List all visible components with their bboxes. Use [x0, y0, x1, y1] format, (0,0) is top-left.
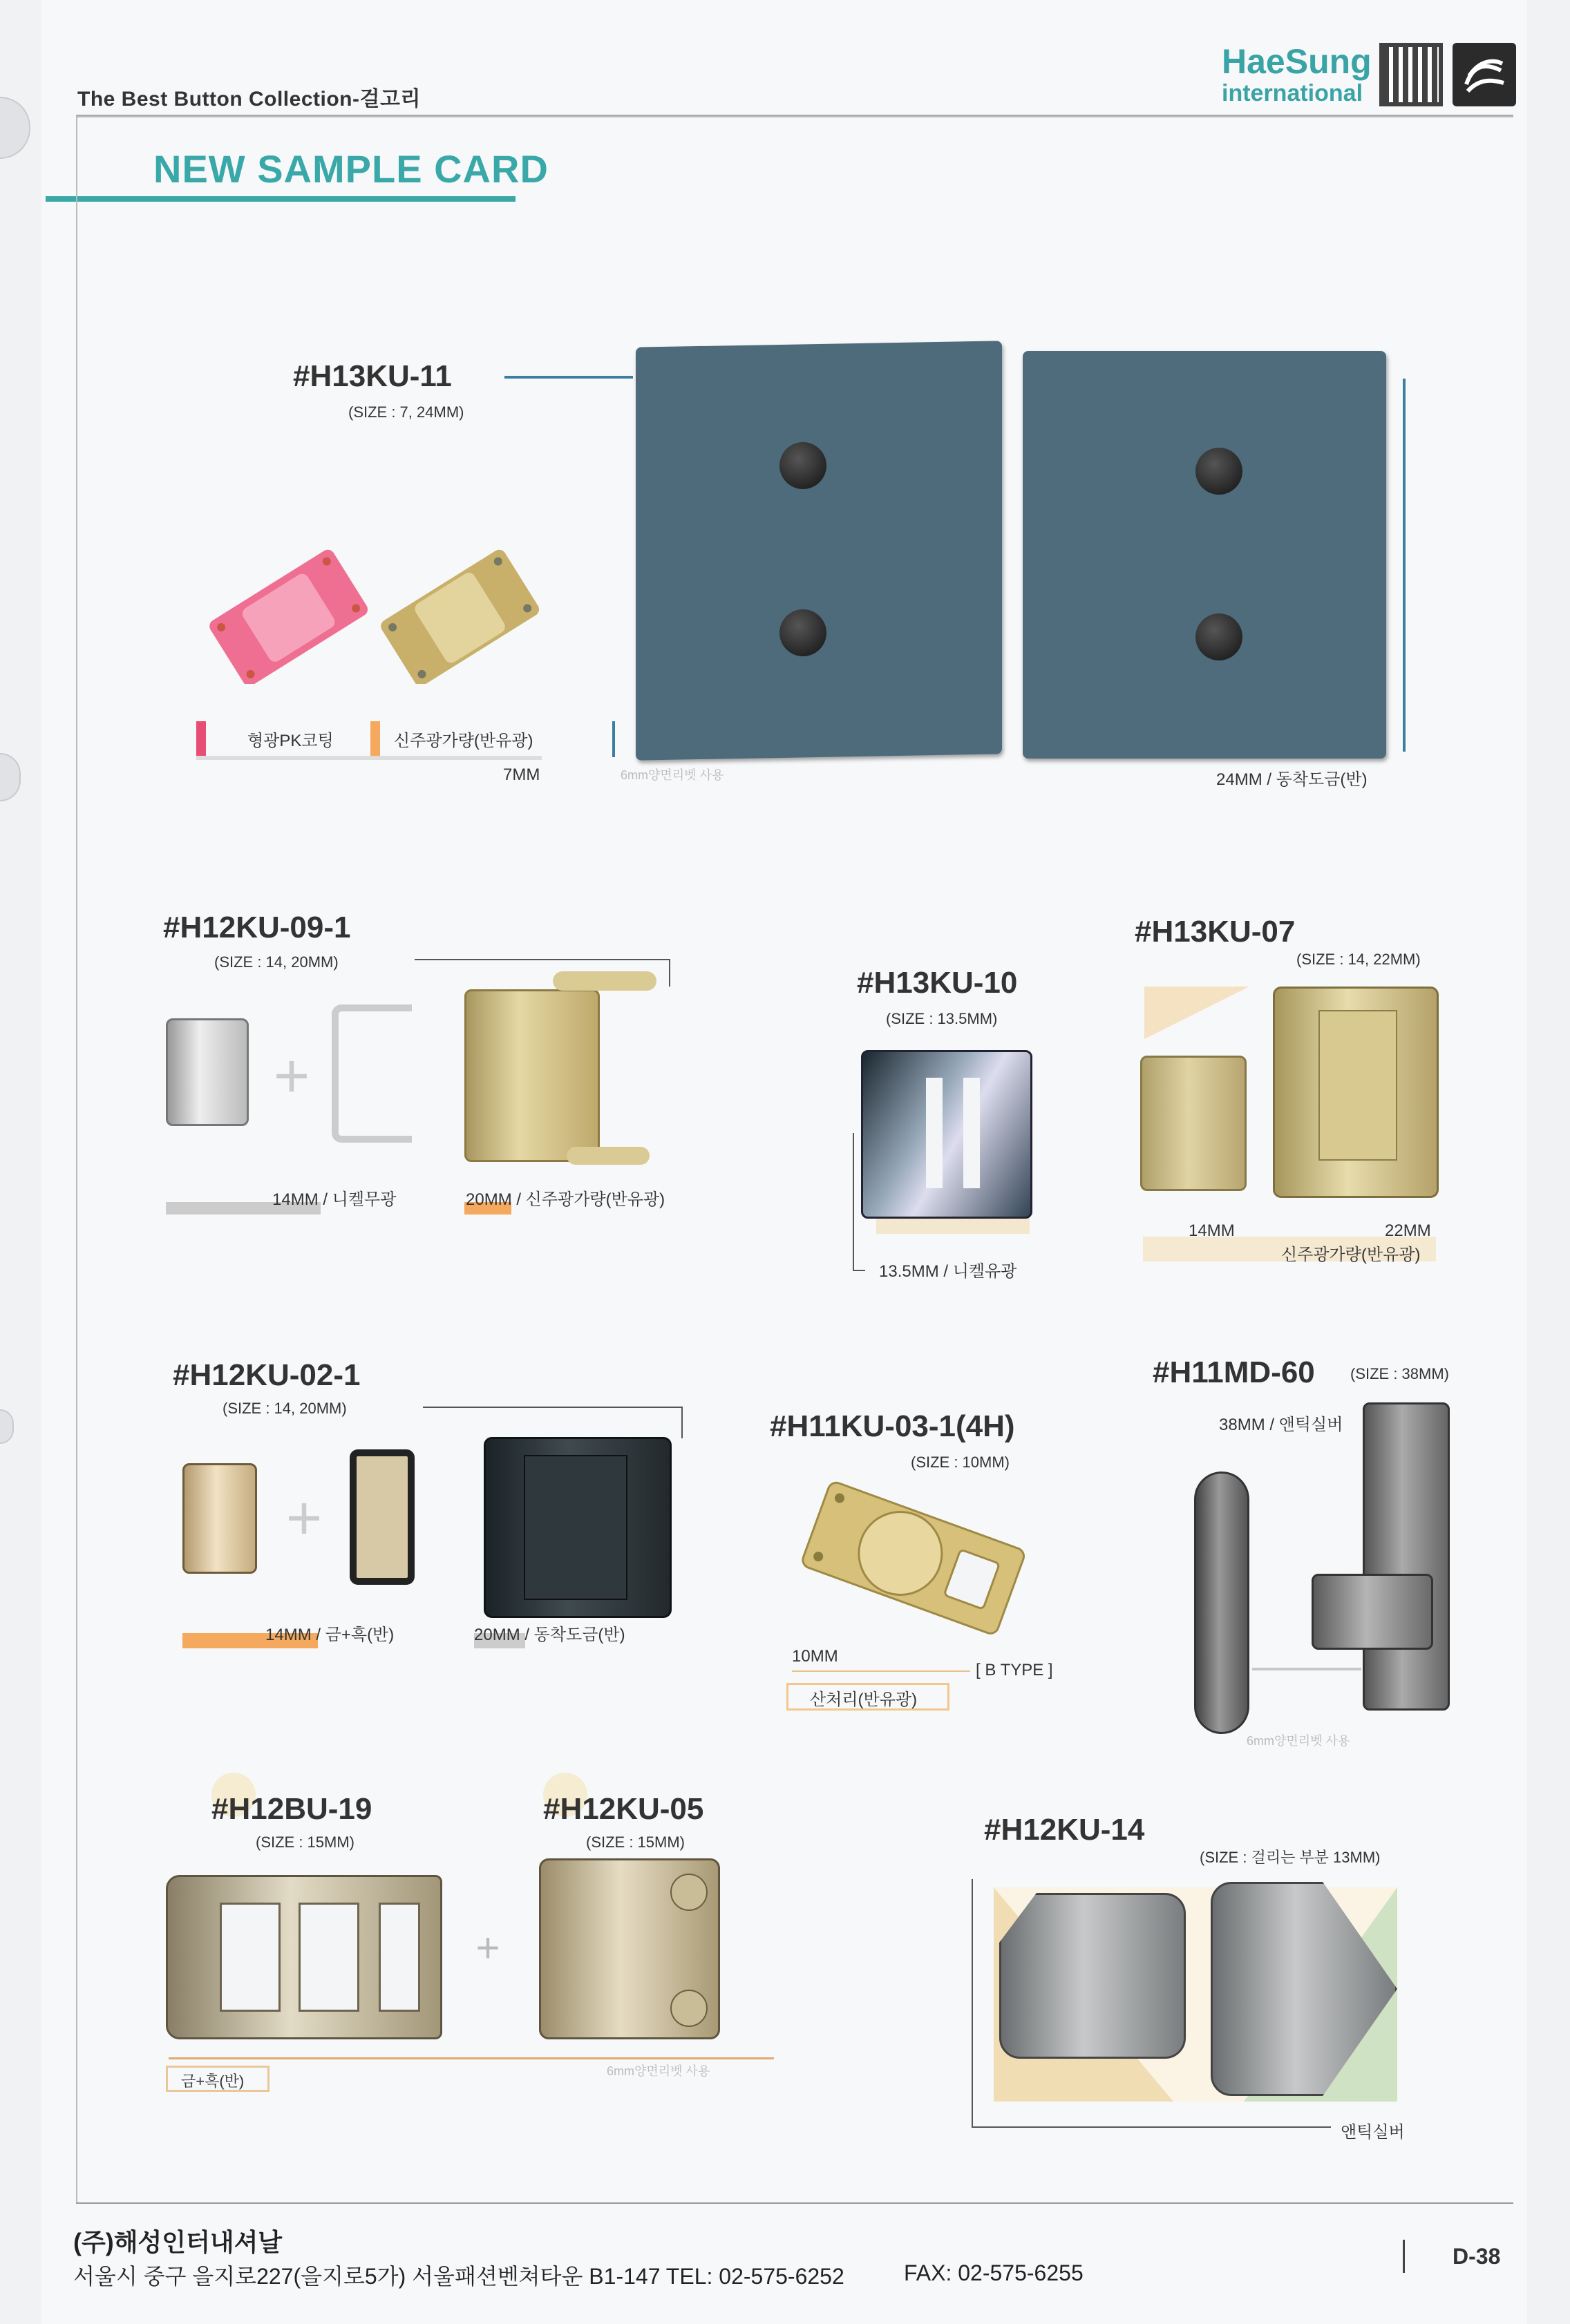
binder-hole	[0, 753, 21, 801]
brand-logo-icon	[1453, 43, 1516, 106]
product-size-h13ku11: (SIZE : 7, 24MM)	[348, 403, 464, 421]
leader-line	[1403, 379, 1406, 752]
product-size-h13ku10: (SIZE : 13.5MM)	[886, 1010, 998, 1027]
leather-swatch-left	[636, 341, 1002, 760]
rivet	[779, 442, 826, 489]
orange-color-bar	[370, 721, 380, 756]
caption-h12ku021-14: 14MM / 금+흑(반)	[265, 1626, 395, 1644]
caption-h13ku07-finish: 신주광가량(반유광)	[1281, 1246, 1421, 1264]
nickel-slider-14mm	[166, 1018, 249, 1126]
rivet	[779, 609, 826, 656]
rivet	[1195, 448, 1242, 495]
caption-rule	[169, 2057, 774, 2059]
caption-7mm: 7MM	[503, 765, 540, 784]
product-code-h13ku11: #H13KU-11	[293, 359, 452, 393]
gold-black-hook	[350, 1449, 415, 1585]
pink-color-bar	[196, 721, 206, 756]
antique-plate	[1363, 1402, 1450, 1711]
product-code-h12ku14: #H12KU-14	[984, 1813, 1145, 1847]
caption-h12ku091-20: 20MM / 신주광가량(반유광)	[466, 1190, 665, 1209]
company-name: (주)해성인터내셔날	[73, 2228, 283, 2256]
caption-h11ku031-10: 10MM	[792, 1647, 838, 1666]
product-size-h11ku031: (SIZE : 10MM)	[911, 1454, 1010, 1471]
company-address: 서울시 중구 을지로227(을지로5가) 서울패션벤쳐타운 B1-147 TEL: 02-575-6252	[73, 2264, 844, 2289]
buckle-slot	[220, 1903, 281, 2012]
product-size-h12ku05: (SIZE : 15MM)	[586, 1834, 685, 1851]
hook-slot	[963, 1078, 980, 1188]
leader-line	[612, 721, 615, 757]
plus-sign-icon: +	[475, 1925, 500, 1971]
leader-line	[423, 1407, 683, 1408]
leader-line	[972, 1879, 973, 2128]
leader-line	[669, 959, 670, 987]
leader-line	[853, 1270, 865, 1271]
footer-rule	[76, 2202, 1513, 2204]
product-size-h12ku021: (SIZE : 14, 20MM)	[223, 1400, 347, 1417]
caption-h13ku07-14: 14MM	[1189, 1221, 1235, 1240]
caption-h11md60-note: 6mm양면리벳 사용	[1247, 1734, 1350, 1748]
brass-hook-14mm	[1140, 1056, 1247, 1191]
arrow-line	[1252, 1668, 1361, 1670]
plus-sign-icon: +	[273, 1042, 310, 1111]
leader-line	[415, 959, 670, 960]
leader-line	[853, 1133, 854, 1271]
buckle-slot	[299, 1903, 359, 2012]
product-size-h11md60: (SIZE : 38MM)	[1350, 1365, 1450, 1382]
company-fax: FAX: 02-575-6255	[904, 2260, 1084, 2285]
product-code-h12bu19: #H12BU-19	[211, 1792, 372, 1826]
nickel-hook-13-5mm	[861, 1050, 1032, 1219]
gold-hook-b-type-image	[795, 1471, 1030, 1651]
gold-black-slider-14mm	[182, 1463, 257, 1574]
gold-hook-image	[365, 546, 551, 684]
qr-code-icon	[1379, 43, 1443, 106]
product-code-h11ku031: #H11KU-03-1(4H)	[770, 1409, 1015, 1443]
binder-hole	[0, 97, 30, 159]
leader-line	[972, 2126, 1331, 2128]
product-code-h12ku021: #H12KU-02-1	[173, 1358, 361, 1392]
caption-h11ku031-type: [ B TYPE ]	[976, 1661, 1053, 1679]
plus-sign-icon: +	[285, 1484, 323, 1553]
caption-h13ku07-22: 22MM	[1385, 1221, 1431, 1240]
product-size-h12ku091: (SIZE : 14, 20MM)	[214, 953, 339, 971]
caption-rule	[792, 1670, 970, 1672]
caption-h12ku05-note: 6mm양면리벳 사용	[607, 2064, 710, 2078]
leader-line	[681, 1407, 683, 1438]
product-code-h13ku07: #H13KU-07	[1135, 915, 1296, 949]
product-code-h12ku05: #H12KU-05	[543, 1792, 704, 1826]
gold-hook-bar	[567, 1147, 650, 1165]
hook-rivet	[670, 1990, 708, 2027]
brand-sub: international	[1222, 80, 1363, 106]
hook-inner-plate	[1318, 1010, 1397, 1161]
product-size-h12bu19: (SIZE : 15MM)	[256, 1834, 355, 1851]
slider-plate	[524, 1455, 627, 1600]
caption-pink: 형광PK코팅	[247, 732, 334, 750]
gold-hook-bar	[553, 971, 656, 991]
buckle-slot	[379, 1903, 420, 2012]
pink-hook-image	[193, 546, 380, 684]
binder-hole	[0, 1409, 14, 1444]
caption-24mm: 24MM / 동착도금(반)	[1216, 770, 1368, 789]
caption-gold: 신주광가량(반유광)	[394, 732, 533, 750]
caption-h12bu19: 금+흑(반)	[181, 2073, 245, 2090]
product-code-h13ku10: #H13KU-10	[857, 966, 1018, 1000]
hook-slot	[926, 1078, 943, 1188]
hook-rivet	[670, 1874, 708, 1911]
leather-swatch-right	[1023, 351, 1386, 759]
brand-name: HaeSung	[1222, 42, 1372, 81]
product-code-h12ku091: #H12KU-09-1	[163, 911, 351, 944]
antique-hook-left	[999, 1893, 1186, 2059]
caption-h12ku021-20: 20MM / 동착도금(반)	[474, 1626, 625, 1644]
section-title: NEW SAMPLE CARD	[153, 147, 549, 191]
caption-h12ku091-14: 14MM / 니켈무광	[272, 1190, 397, 1209]
antique-hook-bar	[1194, 1471, 1249, 1734]
product-size-h13ku07: (SIZE : 14, 22MM)	[1296, 951, 1421, 968]
caption-h11ku031-finish: 산처리(반유광)	[810, 1690, 918, 1709]
caption-h12ku14: 앤틱실버	[1341, 2123, 1405, 2142]
antique-slider	[1312, 1574, 1433, 1650]
leader-line	[504, 376, 633, 379]
gold-slider-20mm	[464, 989, 600, 1162]
footer-divider	[1403, 2240, 1405, 2273]
product-size-h12ku14: (SIZE : 걸리는 부분 13MM)	[1200, 1849, 1381, 1866]
collection-title: The Best Button Collection-걸고리	[77, 88, 421, 111]
page-number: D-38	[1453, 2244, 1501, 2269]
caption-rule	[196, 756, 542, 760]
rivet	[1195, 613, 1242, 660]
caption-h13ku10: 13.5MM / 니켈유광	[879, 1262, 1017, 1281]
caption-rivet-note: 6mm양면리벳 사용	[621, 768, 724, 782]
wire-hook	[332, 1004, 412, 1143]
caption-h11md60: 38MM / 앤틱실버	[1219, 1416, 1343, 1434]
product-code-h11md60: #H11MD-60	[1153, 1355, 1315, 1389]
